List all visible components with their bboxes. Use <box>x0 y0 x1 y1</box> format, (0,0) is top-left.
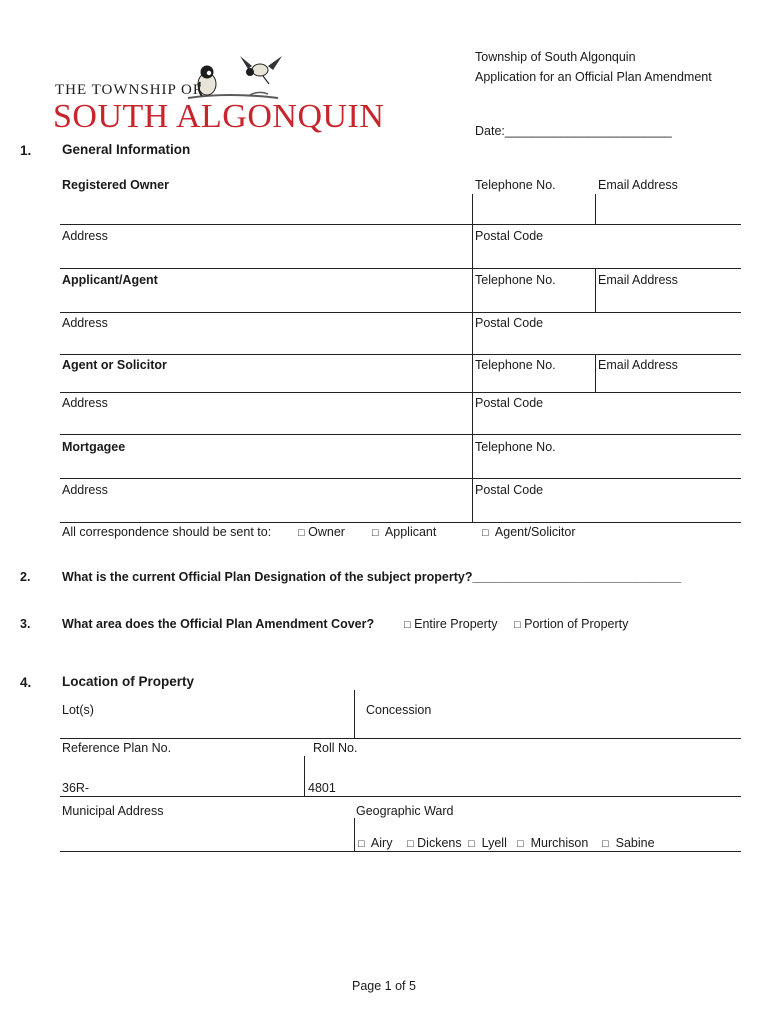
option-label: Owner <box>308 525 345 539</box>
option-label: Airy <box>370 836 393 850</box>
applicant-postal-code-label: Postal Code <box>475 316 544 330</box>
portion-property-option[interactable] <box>514 617 628 631</box>
option-label: Applicant <box>384 525 437 539</box>
divider <box>595 194 596 224</box>
checkbox-icon[interactable]: □ <box>372 527 379 539</box>
checkbox-icon[interactable]: □ <box>514 619 521 631</box>
section3-number: 3. <box>20 617 31 631</box>
divider <box>354 818 355 852</box>
option-label: Sabine <box>615 836 655 850</box>
municipal-address-field[interactable] <box>60 851 741 852</box>
divider <box>304 756 305 796</box>
section3-question: What area does the Official Plan Amendment Cover? <box>62 617 375 631</box>
roll-no-label: Roll No. <box>313 741 358 755</box>
checkbox-icon[interactable]: □ <box>358 838 365 850</box>
correspondence-agent-option[interactable] <box>482 525 576 539</box>
divider <box>354 690 355 738</box>
applicant-telephone-label: Telephone No. <box>475 273 556 287</box>
mortgagee-label: Mortgagee <box>62 440 126 454</box>
page-number: Page 1 of 5 <box>352 979 416 993</box>
applicant-agent-label: Applicant/Agent <box>62 273 158 287</box>
municipal-address-label: Municipal Address <box>62 804 164 818</box>
checkbox-icon[interactable]: □ <box>517 838 524 850</box>
reference-plan-value[interactable]: 36R- <box>62 781 90 795</box>
divider <box>472 354 473 434</box>
checkbox-icon[interactable]: □ <box>298 527 305 539</box>
option-label: Murchison <box>530 836 589 850</box>
section4-title: Location of Property <box>62 674 195 689</box>
ward-lyell-option[interactable] <box>468 836 507 850</box>
owner-telephone-label: Telephone No. <box>475 178 556 192</box>
checkbox-icon[interactable]: □ <box>468 838 475 850</box>
section2-number: 2. <box>20 570 31 584</box>
mortgagee-address-label: Address <box>62 483 108 497</box>
owner-postal-code-label: Postal Code <box>475 229 544 243</box>
lots-label: Lot(s) <box>62 703 94 717</box>
ward-airy-option[interactable] <box>358 836 392 850</box>
divider <box>472 194 473 268</box>
divider <box>595 268 596 312</box>
roll-no-value[interactable]: 4801 <box>308 781 336 795</box>
applicant-address-field[interactable] <box>60 354 741 355</box>
concession-label: Concession <box>366 703 432 717</box>
ward-murchison-option[interactable] <box>517 836 588 850</box>
owner-email-label: Email Address <box>598 178 678 192</box>
checkbox-icon[interactable]: □ <box>404 619 411 631</box>
option-label: Dickens <box>417 836 462 850</box>
date-field[interactable]: Date:________________________ <box>475 124 672 138</box>
applicant-address-label: Address <box>62 316 108 330</box>
registered-owner-label: Registered Owner <box>62 178 169 192</box>
solicitor-telephone-label: Telephone No. <box>475 358 556 372</box>
section1-number: 1. <box>20 143 32 158</box>
mortgagee-name-field[interactable] <box>60 478 741 479</box>
checkbox-icon[interactable]: □ <box>407 838 414 850</box>
applicant-email-label: Email Address <box>598 273 678 287</box>
section2-question[interactable]: What is the current Official Plan Designation of the subject property?______________________________ <box>62 570 682 584</box>
checkbox-icon[interactable]: □ <box>602 838 609 850</box>
ward-sabine-option[interactable] <box>602 836 655 850</box>
checkbox-icon[interactable]: □ <box>482 527 489 539</box>
lots-field[interactable] <box>60 738 741 739</box>
divider <box>472 268 473 354</box>
correspondence-owner-option[interactable] <box>298 525 345 539</box>
solicitor-name-field[interactable] <box>60 392 741 393</box>
reference-plan-label: Reference Plan No. <box>62 741 172 755</box>
owner-name-field[interactable] <box>60 224 741 225</box>
option-label: Lyell <box>481 836 507 850</box>
header-township: Township of South Algonquin <box>475 50 636 64</box>
ward-dickens-option[interactable] <box>407 836 462 850</box>
solicitor-email-label: Email Address <box>598 358 678 372</box>
correspondence-applicant-option[interactable] <box>372 525 436 539</box>
owner-address-field[interactable] <box>60 268 741 269</box>
applicant-name-field[interactable] <box>60 312 741 313</box>
solicitor-postal-code-label: Postal Code <box>475 396 544 410</box>
solicitor-address-label: Address <box>62 396 108 410</box>
owner-address-label: Address <box>62 229 108 243</box>
mortgagee-address-field[interactable] <box>60 522 741 523</box>
geographic-ward-label: Geographic Ward <box>356 804 454 818</box>
divider <box>595 354 596 392</box>
mortgagee-postal-code-label: Postal Code <box>475 483 544 497</box>
section4-number: 4. <box>20 675 32 690</box>
header-form-title: Application for an Official Plan Amendment <box>475 70 712 84</box>
reference-roll-field[interactable] <box>60 796 741 797</box>
option-label: Entire Property <box>414 617 498 631</box>
entire-property-option[interactable] <box>404 617 498 631</box>
solicitor-address-field[interactable] <box>60 434 741 435</box>
logo-line1: THE TOWNSHIP OF <box>55 82 203 98</box>
logo-line2: SOUTH ALGONQUIN <box>53 98 385 135</box>
option-label: Agent/Solicitor <box>494 525 576 539</box>
agent-solicitor-label: Agent or Solicitor <box>62 358 167 372</box>
mortgagee-telephone-label: Telephone No. <box>475 440 556 454</box>
option-label: Portion of Property <box>524 617 629 631</box>
section1-title: General Information <box>62 142 191 157</box>
correspondence-label: All correspondence should be sent to: <box>62 525 272 539</box>
